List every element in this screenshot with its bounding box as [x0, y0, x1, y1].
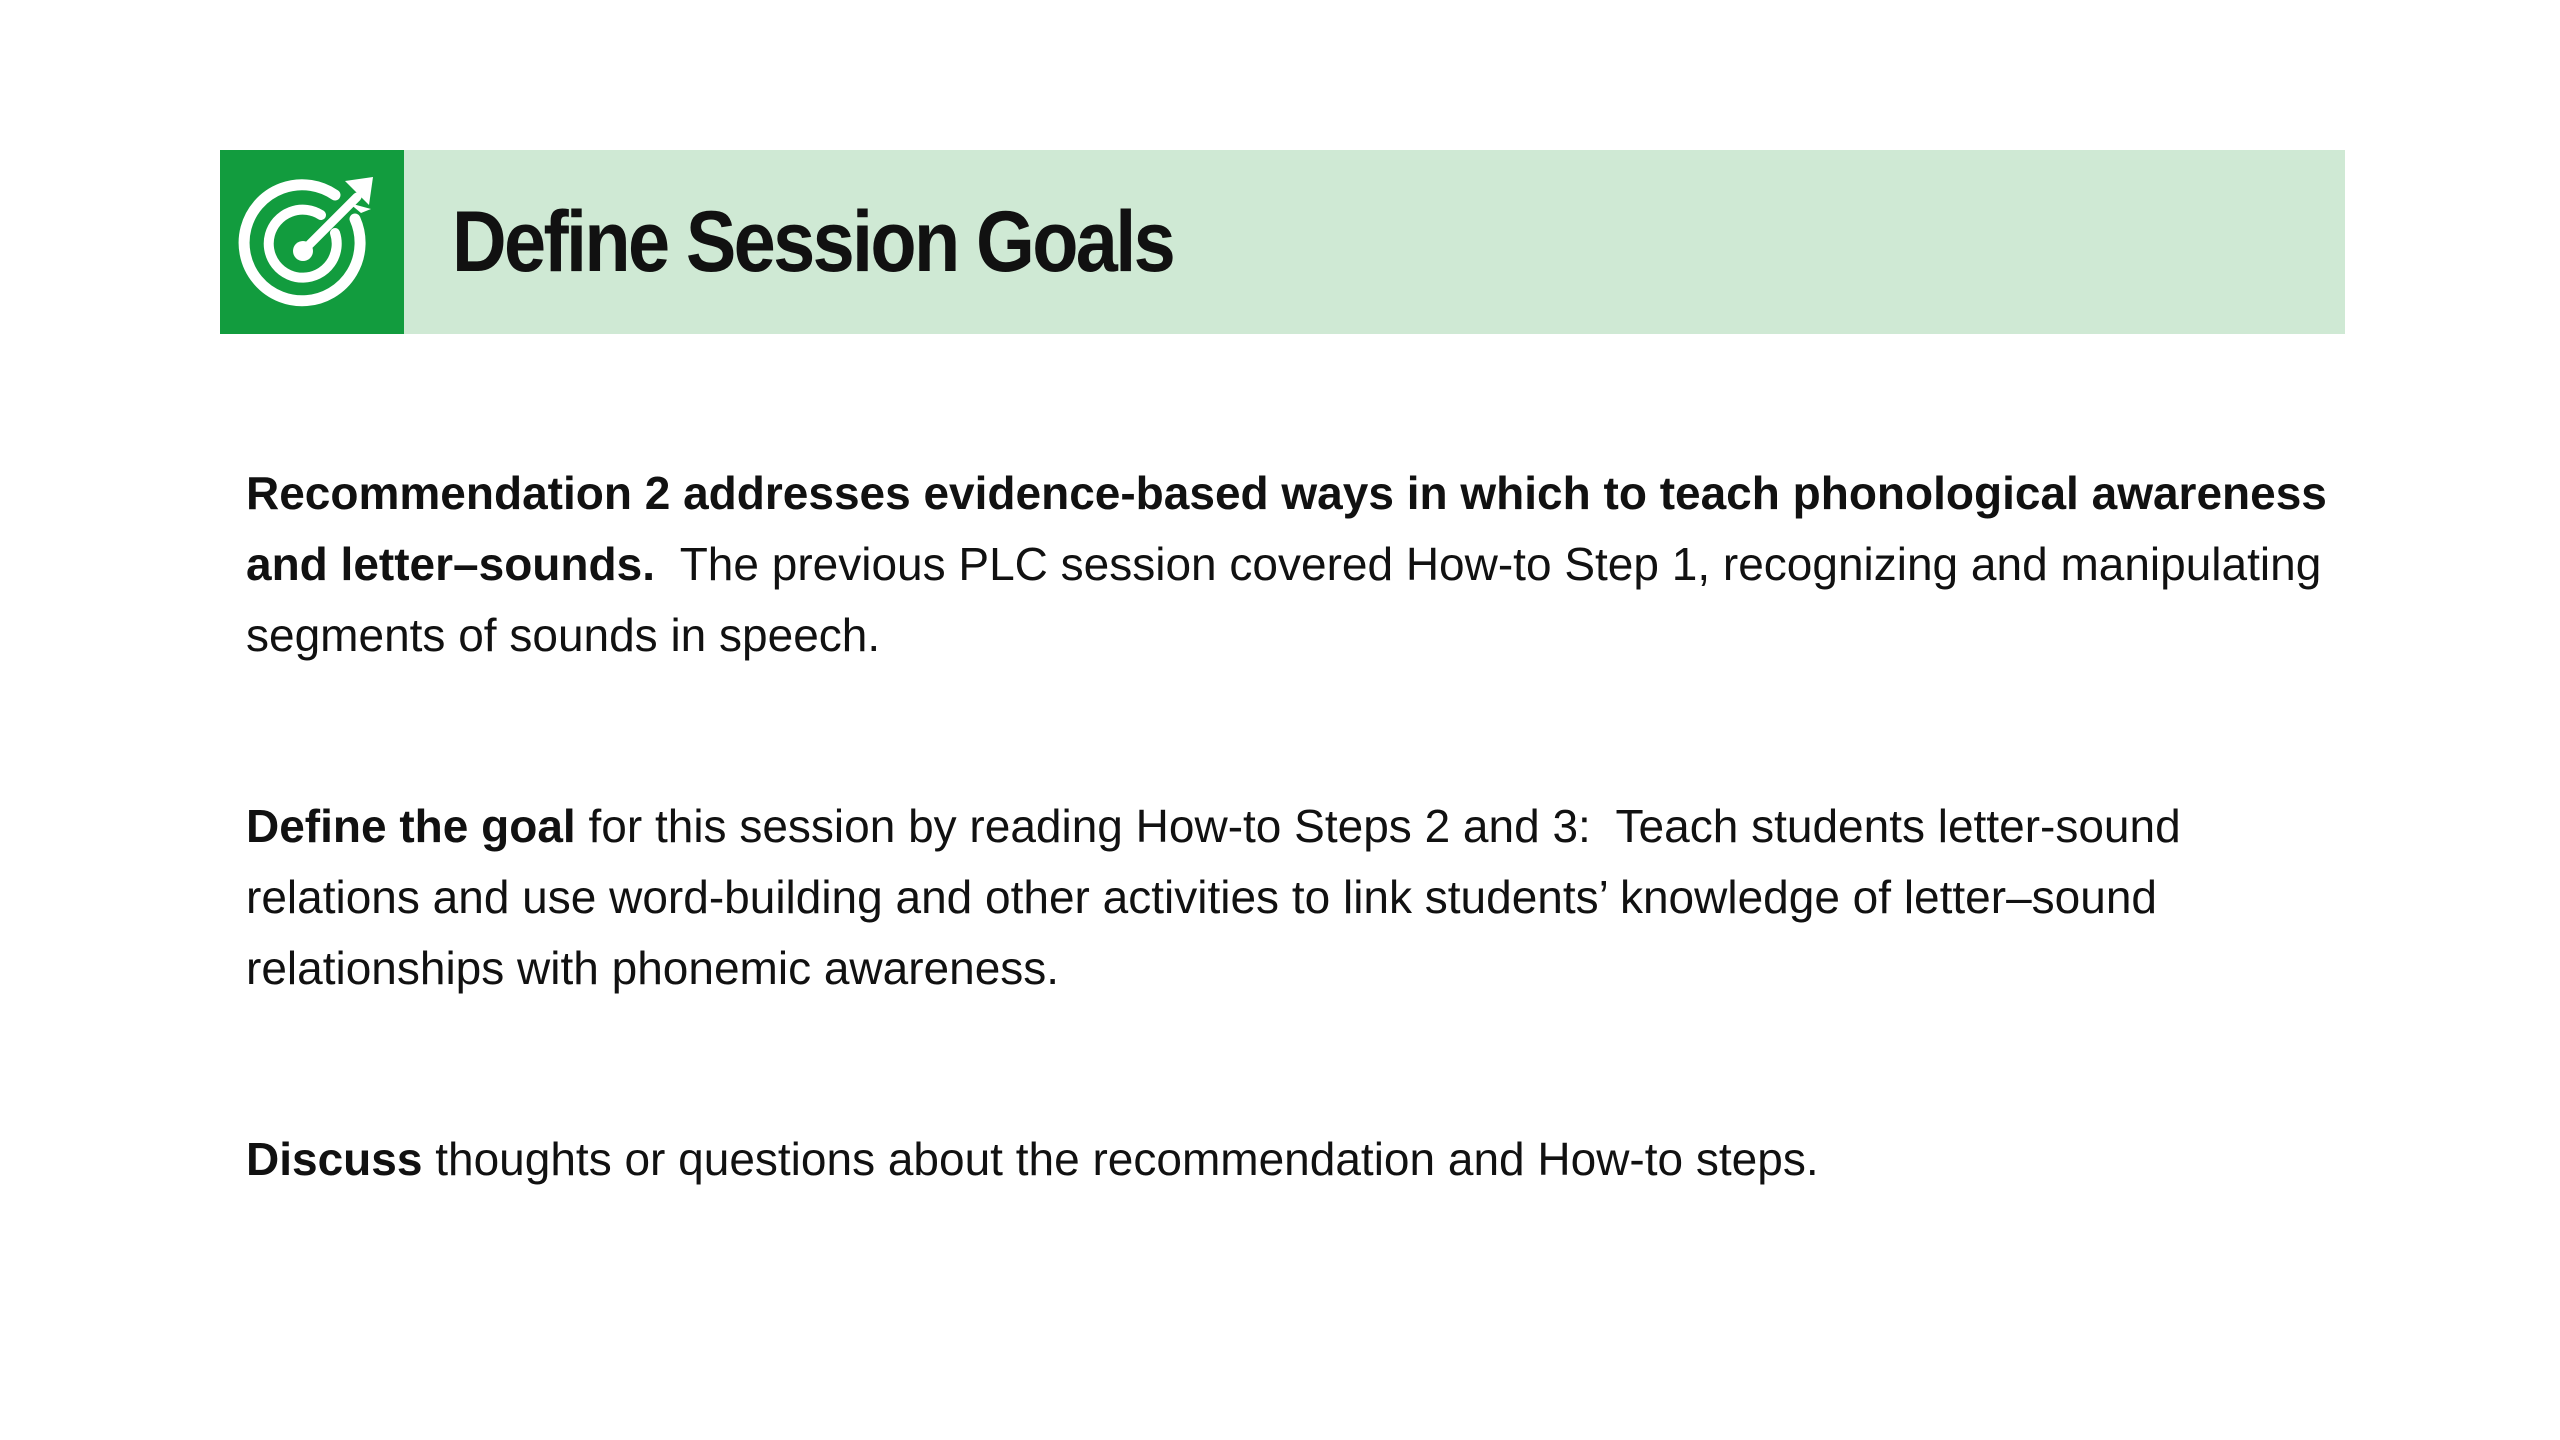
paragraph-text: for this session by reading How-to Steps 2 and 3: Teach students letter-sound relations and use word-building and other activities to link students’ knowledge of letter–sound relationships with phonemic awareness.: [246, 800, 2194, 994]
paragraph-text: The previous PLC session covered How-to Step 1, recognizing and manipulating segments of sounds in speech.: [246, 538, 2335, 661]
target-arrow-icon: [237, 167, 387, 317]
paragraph-bold: Define the goal: [246, 800, 576, 852]
paragraph-recommendation: [246, 458, 2356, 671]
header-banner: [220, 150, 2345, 334]
page-title: Define Session Goals: [452, 193, 1174, 290]
content: [246, 458, 2356, 1195]
paragraph-goal: [246, 791, 2356, 1004]
icon-box: [220, 150, 404, 334]
paragraph-bold: Discuss: [246, 1133, 423, 1185]
paragraph-text: thoughts or questions about the recommendation and How-to steps.: [422, 1133, 1819, 1185]
paragraph-discuss: [246, 1124, 2356, 1195]
paragraph-bold: Recommendation 2 addresses evidence-based ways in which to teach phonological awareness and letter–sounds.: [246, 467, 2327, 590]
